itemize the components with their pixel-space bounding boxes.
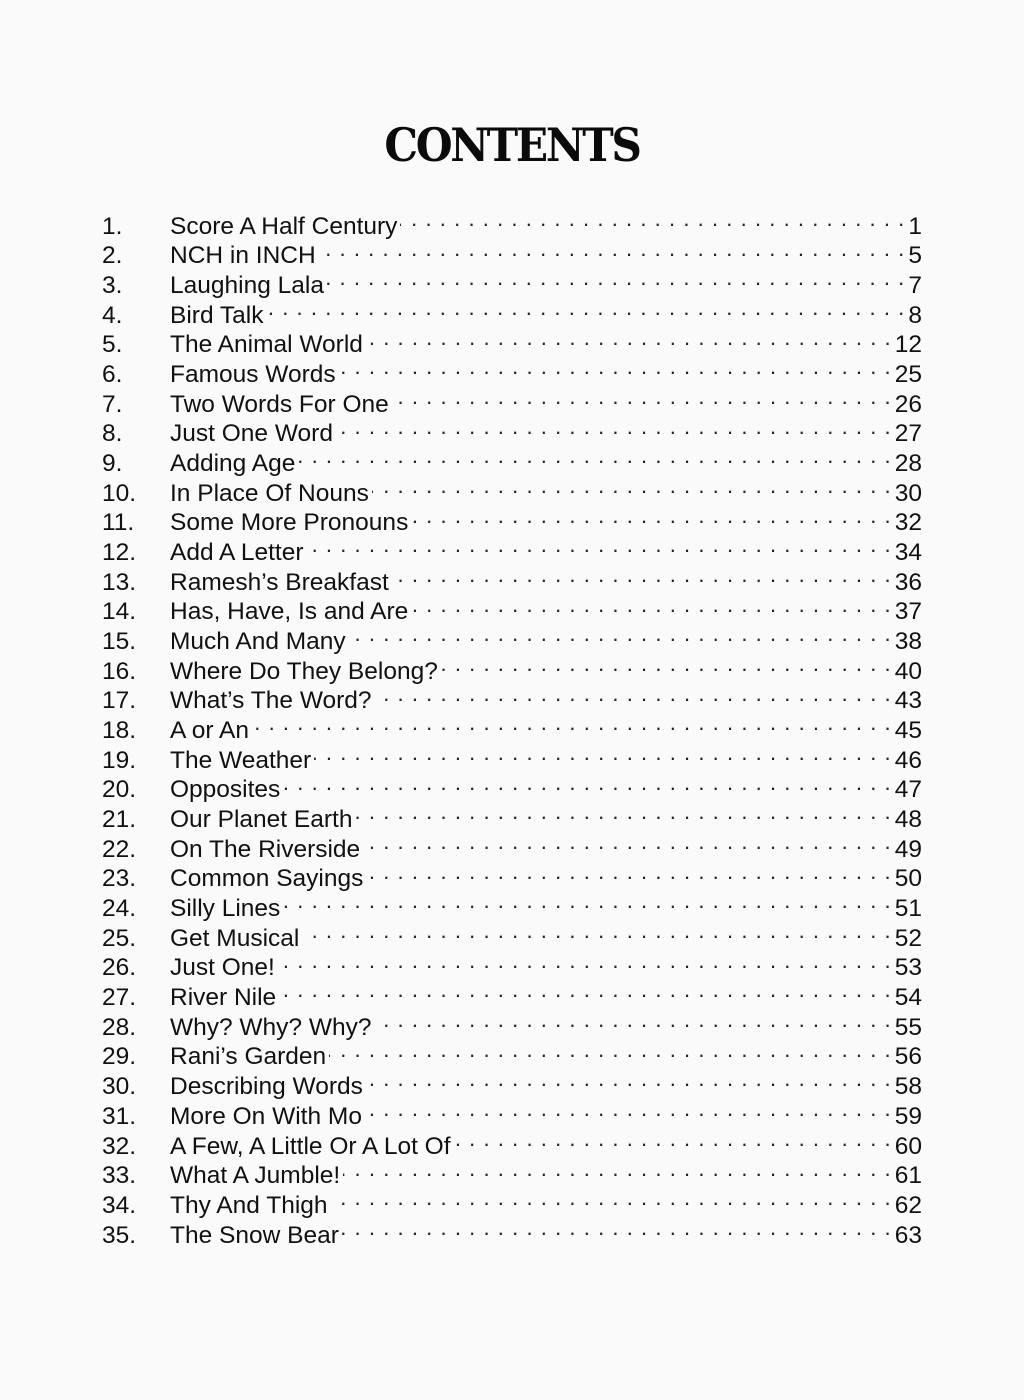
toc-entry-number: 6. [102,361,123,389]
toc-entry-number: 25. [102,924,137,952]
dot-leader [331,1183,892,1213]
toc-entry-page-number: 30 [894,479,922,507]
toc-entry-title: NCH in INCH [170,242,316,270]
dot-leader [366,857,891,887]
dot-leader [349,619,892,649]
toc-entry-title: Rani’s Garden [170,1043,327,1071]
toc-entry-page-number: 36 [894,568,922,596]
toc-entry-title: On The Riverside [170,835,361,863]
dot-leader [400,204,905,234]
toc-entry-title: A or An [170,717,250,745]
toc-entry-number: 9. [102,450,123,478]
toc-entry-page-number: 37 [894,598,922,626]
toc-entry-number: 18. [102,717,137,745]
dot-leader [339,352,892,382]
dot-leader [375,679,892,709]
toc-entry-page-number: 62 [894,1191,922,1219]
toc-entry-title: Common Sayings [170,865,364,893]
dot-leader [319,234,906,264]
toc-entry-title: The Snow Bear [170,1221,339,1249]
toc-entry-number: 3. [102,272,123,300]
toc-entry-number: 26. [102,954,137,982]
toc-entry-page-number: 26 [894,390,922,418]
dot-leader [283,886,891,916]
toc-entry-page-number: 50 [894,865,922,893]
toc-entry-number: 35. [102,1221,137,1249]
toc-entry-page-number: 60 [894,1132,922,1160]
toc-entry-title: Add A Letter [170,539,304,567]
toc-entry-title: Bird Talk [170,301,264,329]
toc-entry-page-number: 61 [894,1162,922,1190]
toc-entry-page-number: 56 [894,1043,922,1071]
toc-entry-page-number: 12 [894,331,922,359]
dot-leader [329,1035,892,1065]
dot-leader [365,1094,892,1124]
toc-entry-number: 34. [102,1191,137,1219]
toc-entry-number: 30. [102,1073,137,1101]
toc-entry-page-number: 52 [894,924,922,952]
dot-leader [314,738,892,768]
dot-leader [454,1124,892,1154]
toc-entry-number: 14. [102,598,137,626]
dot-leader [267,293,906,323]
toc-entry-page-number: 40 [894,657,922,685]
toc-entry-title: In Place Of Nouns [170,479,369,507]
toc-entry-page-number: 58 [894,1073,922,1101]
dot-leader [392,382,892,412]
toc-entry-page-number: 48 [894,806,922,834]
dot-leader [343,1154,892,1184]
toc-entry-page-number: 59 [894,1102,922,1130]
toc-entry-page-number: 38 [894,628,922,656]
toc-entry-number: 7. [102,390,123,418]
dot-leader [336,412,892,442]
toc-entry-page-number: 45 [894,717,922,745]
toc-entry-title: Has, Have, Is and Are [170,598,409,626]
toc-entry-number: 5. [102,331,123,359]
toc-entry-page-number: 55 [894,1013,922,1041]
dot-leader [355,797,891,827]
dot-leader [366,1064,892,1094]
toc-entry-number: 1. [102,212,123,240]
toc-entry-number: 17. [102,687,137,715]
dot-leader [252,708,892,738]
dot-leader [441,649,892,679]
toc-entry-title: Describing Words [170,1073,363,1101]
toc-entry-number: 29. [102,1043,137,1071]
toc-entry-number: 15. [102,628,137,656]
toc-entry-page-number: 27 [894,420,922,448]
toc-entry-number: 13. [102,568,137,596]
toc-entry-title: Just One Word [170,420,333,448]
toc-entry-number: 12. [102,539,137,567]
toc-entry-title: Ramesh’s Breakfast [170,568,389,596]
dot-leader [375,1005,892,1035]
toc-entry-page-number: 46 [894,746,922,774]
toc-entry-number: 24. [102,895,137,923]
toc-entry-page-number: 32 [894,509,922,537]
toc-entry-number: 16. [102,657,137,685]
toc-entry-number: 2. [102,242,123,270]
toc-entry-page-number: 47 [894,776,922,804]
toc-entry-page-number: 53 [894,954,922,982]
toc-entry-number: 32. [102,1132,137,1160]
toc-entry-title: Score A Half Century [170,212,398,240]
toc-entry-page-number: 1 [908,212,922,240]
toc-entry-title: What’s The Word? [170,687,372,715]
dot-leader [342,1213,892,1243]
dot-leader [307,530,892,560]
toc-entry-title: Famous Words [170,361,336,389]
toc-entry-page-number: 8 [908,301,922,329]
toc-entry-page-number: 43 [894,687,922,715]
page-title: CONTENTS [384,118,640,172]
toc-entry [102,204,922,240]
dot-leader [366,323,892,353]
toc-entry-title: Our Planet Earth [170,806,353,834]
toc-entry-title: The Animal World [170,331,363,359]
toc-entry-page-number: 5 [908,242,922,270]
dot-leader [411,501,891,531]
toc-entry-number: 21. [102,806,137,834]
toc-entry-page-number: 51 [894,895,922,923]
toc-entry-title: Silly Lines [170,895,281,923]
toc-entry-page-number: 28 [894,450,922,478]
toc-entry-number: 11. [102,509,135,537]
toc-entry-title: Get Musical [170,924,300,952]
toc-entry-title: Just One! [170,954,275,982]
toc-entry-title: What A Jumble! [170,1162,341,1190]
toc-entry-number: 28. [102,1013,137,1041]
toc-entry-title: Thy And Thigh [170,1191,328,1219]
toc-entry-title: River Nile [170,984,277,1012]
toc-entry-title: Laughing Lala [170,272,324,300]
dot-leader [411,590,891,620]
toc-entry-page-number: 34 [894,539,922,567]
toc-entry-title: Why? Why? Why? [170,1013,372,1041]
toc-entry-title: Two Words For One [170,390,389,418]
toc-entry-page-number: 7 [908,272,922,300]
toc-entry-page-number: 63 [894,1221,922,1249]
dot-leader [279,975,892,1005]
toc-entry-page-number: 54 [894,984,922,1012]
dot-leader [372,471,892,501]
table-of-contents [102,204,922,1249]
toc-entry-number: 27. [102,984,137,1012]
toc-entry-title: The Weather [170,746,312,774]
dot-leader [327,263,905,293]
toc-entry-title: Some More Pronouns [170,509,409,537]
toc-entry-page-number: 25 [894,361,922,389]
toc-entry-number: 23. [102,865,137,893]
toc-entry-number: 10. [102,479,137,507]
toc-entry-number: 33. [102,1162,137,1190]
toc-entry-number: 8. [102,420,123,448]
toc-entry-title: Opposites [170,776,281,804]
dot-leader [302,916,891,946]
toc-entry-number: 4. [102,301,123,329]
toc-entry-title: A Few, A Little Or A Lot Of [170,1132,451,1160]
toc-entry-title: Much And Many [170,628,346,656]
toc-entry-page-number: 49 [894,835,922,863]
toc-entry-number: 20. [102,776,137,804]
dot-leader [392,560,892,590]
dot-leader [363,827,892,857]
toc-entry-number: 22. [102,835,137,863]
dot-leader [283,768,891,798]
toc-entry-title: Adding Age [170,450,296,478]
toc-entry-title: Where Do They Belong? [170,657,438,685]
toc-entry-title: More On With Mo [170,1102,362,1130]
toc-entry-number: 19. [102,746,137,774]
dot-leader [298,441,891,471]
dot-leader [278,946,892,976]
toc-entry-number: 31. [102,1102,137,1130]
